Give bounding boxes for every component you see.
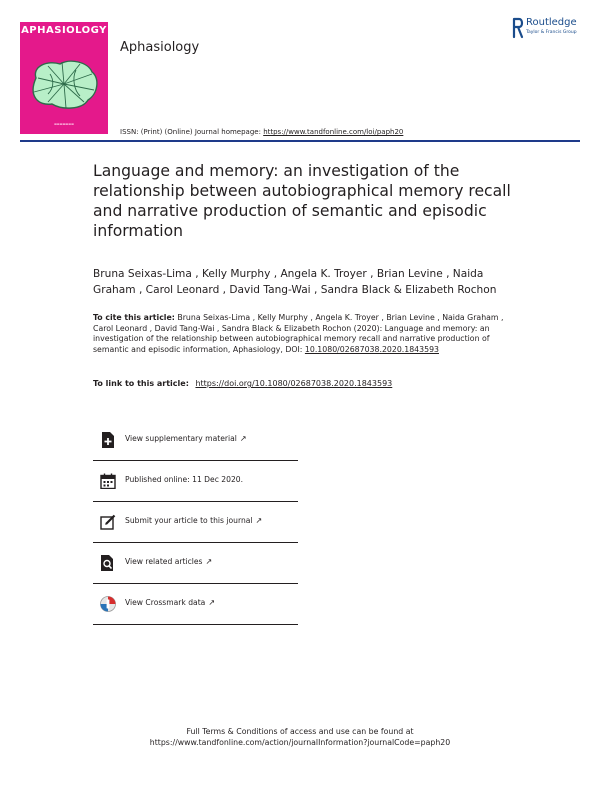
action-label: Published online: 11 Dec 2020. (125, 475, 244, 484)
article-doi-link[interactable]: https://doi.org/10.1080/02687038.2020.1843593 (195, 379, 393, 388)
action-supplementary[interactable] (93, 419, 298, 461)
cover-footer-mark: ▬▬▬▬▬▬▬ (54, 122, 74, 126)
article-link-line (93, 379, 392, 388)
publisher-subtitle: Taylor & Francis Group (526, 30, 577, 35)
article-authors: Bruna Seixas-Lima , Kelly Murphy , Angela K. Troyer , Brian Levine , Naida Graham , Carol Leonard , David Tang-Wai , Sandra Black & Elizabeth Rochon (93, 268, 497, 296)
action-label: Submit your article to this journal (125, 516, 253, 525)
terms-footer (0, 726, 600, 748)
cite-label: To cite this article: (93, 313, 175, 322)
calendar-icon (100, 473, 116, 489)
cover-illustration (26, 56, 102, 112)
article-title: Language and memory: an investigation of the relationship between autobiographical memory recall and narrative production of semantic and episodic information (93, 162, 511, 240)
cite-text: Bruna Seixas-Lima , Kelly Murphy , Angela K. Troyer , Brian Levine , Naida Graham , Carol Leonard , David Tang-Wai , Sandra Black & Elizabeth Rochon (2020): Language and memory: an investigation of the relationship between autobiographical memory recall and narrative production of semantic and episodic information, Aphasiology, DOI: (93, 313, 504, 354)
journal-name[interactable]: Aphasiology (120, 40, 200, 55)
external-link-icon: ↗ (208, 598, 216, 607)
issn-line (120, 128, 403, 136)
action-label: View supplementary material (125, 434, 237, 443)
action-label: View related articles (125, 557, 203, 566)
footer-line1: Full Terms & Conditions of access and use can be found at (186, 727, 414, 736)
cite-doi-link[interactable]: 10.1080/02687038.2020.1843593 (304, 344, 439, 354)
external-link-icon: ↗ (205, 557, 213, 566)
action-crossmark[interactable] (93, 583, 298, 625)
action-published (93, 460, 298, 502)
external-link-icon: ↗ (255, 516, 263, 525)
citation (93, 313, 513, 355)
journal-cover[interactable] (20, 22, 108, 134)
link-label: To link to this article: (93, 379, 189, 388)
journal-homepage-link[interactable]: https://www.tandfonline.com/loi/paph20 (263, 128, 404, 136)
action-submit-article[interactable] (93, 501, 298, 543)
action-label: View Crossmark data (125, 598, 206, 607)
cover-title: APHASIOLOGY (21, 25, 107, 36)
publisher-name: Routledge (526, 17, 577, 28)
routledge-logo-icon (512, 17, 524, 39)
header-divider (20, 140, 580, 142)
plus-document-icon (100, 432, 116, 448)
external-link-icon: ↗ (239, 434, 247, 443)
edit-icon (100, 514, 116, 530)
search-document-icon (100, 555, 116, 571)
footer-terms-link[interactable]: https://www.tandfonline.com/action/journalInformation?journalCode=paph20 (149, 738, 451, 747)
crossmark-icon (100, 596, 116, 612)
issn-text: ISSN: (Print) (Online) Journal homepage: (120, 128, 261, 136)
action-related-articles[interactable] (93, 542, 298, 584)
